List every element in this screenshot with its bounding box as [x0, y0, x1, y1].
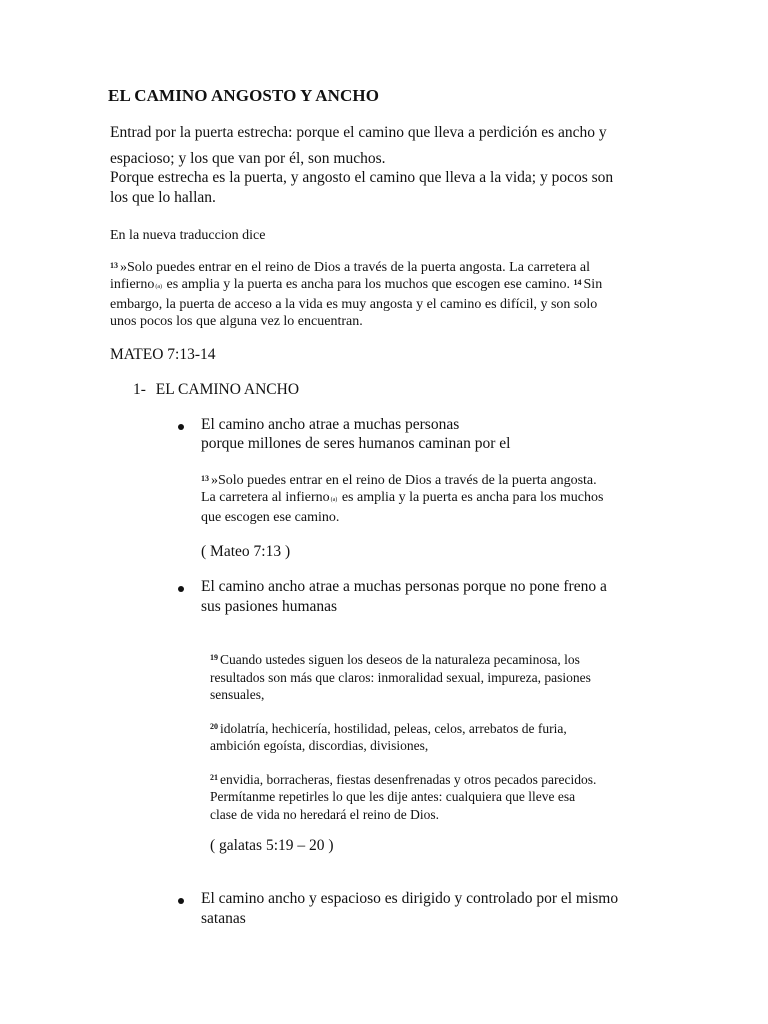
intro-line: Porque estrecha es la puerta, y angosto el camino que lleva a la vida; y pocos son	[110, 169, 614, 186]
quote-line: »Solo puedes entrar en el reino de Dios a través de la puerta angosta.	[211, 473, 597, 488]
intro-paragraph-2	[110, 168, 613, 208]
quote-line: sensuales,	[210, 687, 265, 702]
bullet-icon	[178, 586, 184, 592]
quote-line: envidia, borracheras, fiestas desenfrenadas y otros pecados parecidos.	[220, 771, 597, 787]
quote-mateo-7-13	[201, 472, 603, 526]
quote-galatas-5-19-21	[210, 651, 596, 823]
quote-line: ambición egoísta, discordias, divisiones,	[210, 738, 429, 753]
intro-paragraph	[110, 121, 607, 171]
cross-reference-marker[interactable]: (a)	[330, 497, 338, 503]
quote-line: infierno	[110, 277, 155, 292]
quote-line: resultados son más que claros: inmoralidad sexual, impureza, pasiones	[210, 669, 591, 685]
bullet-icon	[178, 898, 184, 904]
cross-reference-marker[interactable]: (a)	[155, 284, 162, 290]
reference-galatas-5-19-20: ( galatas 5:19 – 20 )	[210, 837, 334, 854]
intro-line: los que lo hallan.	[110, 189, 216, 206]
reference-mateo-7-13: ( Mateo 7:13 )	[201, 543, 291, 560]
verse-number: 20	[210, 721, 218, 731]
verse-number: 21	[210, 772, 218, 782]
quote-line: unos pocos los que alguna vez lo encuentran.	[110, 314, 363, 329]
section-title: EL CAMINO ANCHO	[155, 381, 300, 398]
translation-note: En la nueva traduccion dice	[110, 228, 266, 243]
verse-number: 13	[201, 474, 209, 483]
quote-line: es amplia y la puerta es ancha para los muchos	[338, 490, 604, 505]
quote-line: embargo, la puerta de acceso a la vida es muy angosta y el camino es difícil, y son solo	[110, 297, 598, 312]
intro-line: Entrad por la puerta estrecha: porque el camino que lleva a perdición es ancho y	[110, 124, 607, 141]
bullet-point-1	[201, 415, 511, 453]
quote-mateo-7-13-14	[110, 259, 602, 330]
quote-line: Permítanme repetirles lo que les dije antes: cualquiera que lleve esa	[210, 789, 576, 804]
quote-line: Cuando ustedes siguen los deseos de la naturaleza pecaminosa, los	[220, 652, 580, 667]
quote-line: Sin	[583, 277, 603, 292]
bullet-point-2	[201, 577, 607, 617]
quote-line: que escogen ese camino.	[201, 510, 340, 525]
section-number: 1-	[133, 381, 146, 398]
bullet-line: El camino ancho y espacioso es dirigido y controlado por el mismo	[201, 890, 619, 907]
document-title: EL CAMINO ANGOSTO Y ANCHO	[108, 86, 380, 105]
verse-number: 19	[210, 653, 218, 662]
bullet-point-3	[201, 889, 618, 929]
intro-line: espacioso; y los que van por él, son muchos.	[110, 150, 386, 167]
verse-number: 14	[573, 278, 582, 287]
bullet-line: El camino ancho atrae a muchas personas porque no pone freno a	[201, 578, 607, 595]
bullet-line: sus pasiones humanas	[201, 598, 338, 615]
quote-line: La carretera al infierno	[201, 490, 330, 505]
bullet-line: porque millones de seres humanos caminan por el	[201, 435, 511, 452]
bullet-line: El camino ancho atrae a muchas personas	[201, 416, 460, 433]
quote-line: idolatría, hechicería, hostilidad, peleas, celos, arrebatos de furia,	[220, 720, 567, 736]
verse-number: 13	[110, 261, 118, 270]
section-heading	[133, 378, 299, 402]
quote-line: »Solo puedes entrar en el reino de Dios a través de la puerta angosta. La carretera al	[120, 260, 590, 275]
reference-main: MATEO 7:13-14	[110, 346, 216, 363]
quote-line: es amplia y la puerta es ancha para los muchos que escogen ese camino.	[163, 277, 574, 292]
quote-line: clase de vida no heredará el reino de Dios.	[210, 806, 440, 822]
bullet-icon	[178, 424, 184, 430]
bullet-line: satanas	[201, 910, 246, 927]
